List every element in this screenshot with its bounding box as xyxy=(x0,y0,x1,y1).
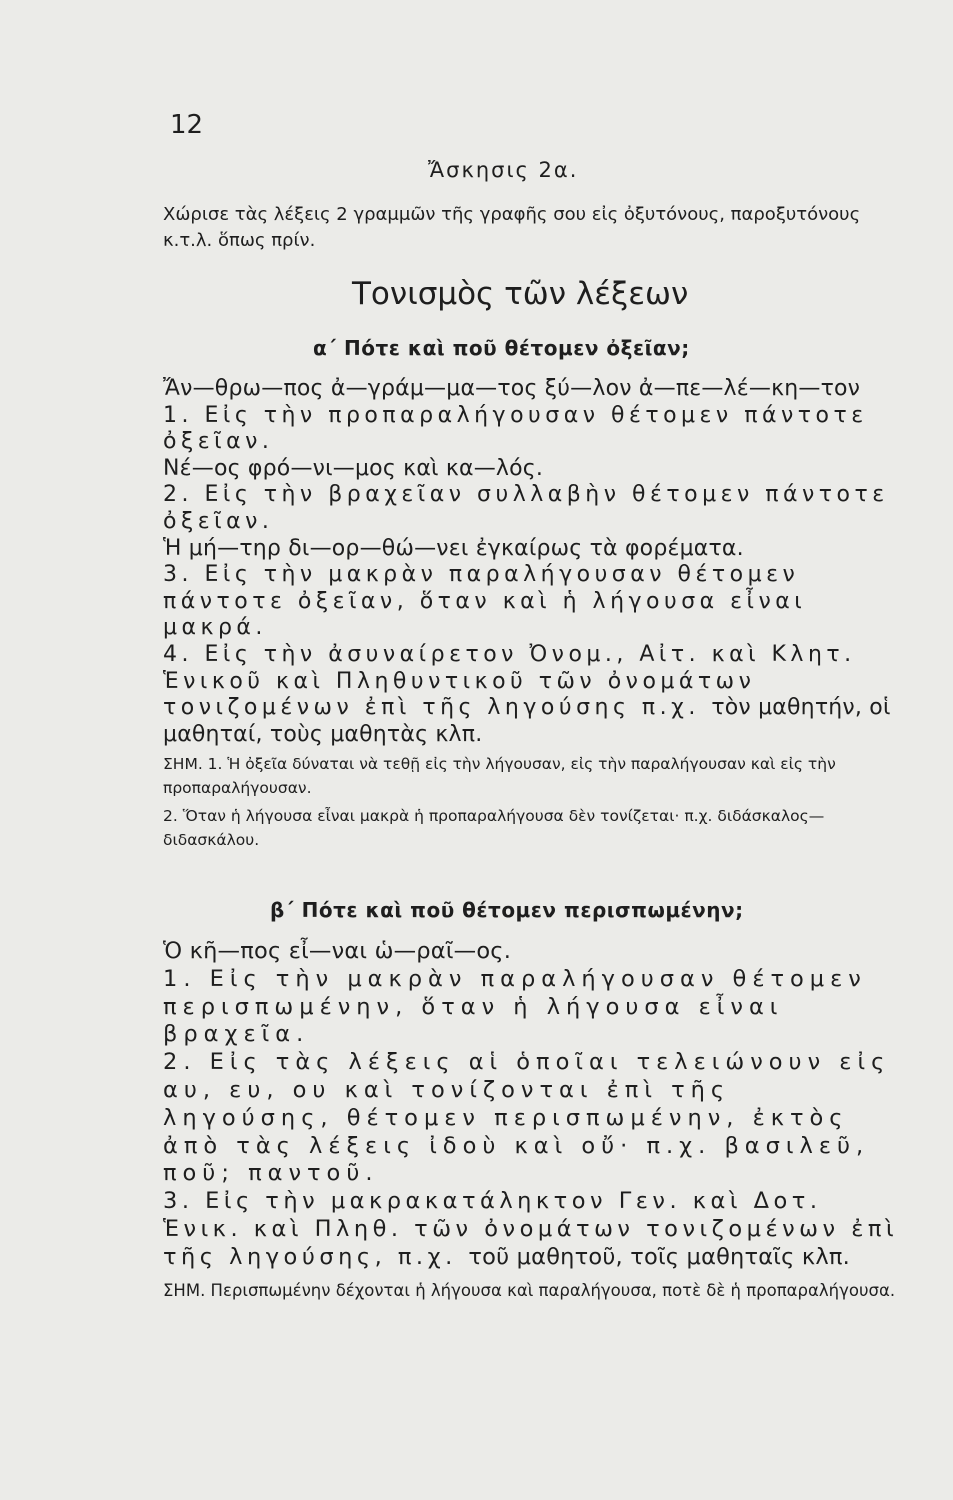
note-2: 2. Ὅταν ἡ λήγουσα εἶναι μακρὰ ἡ προπαραλήγουσα δὲν τονίζεται· π.χ. διδάσκαλος—διδασκάλου. xyxy=(163,807,825,850)
exercise-instruction: Χώρισε τὰς λέξεις 2 γραμμῶν τῆς γραφῆς σου εἰς ὀξυτόνους, παροξυτόνους κ.τ.λ. ὅπως πρίν. xyxy=(163,204,861,251)
rule-3: 3. Εἰς τὴν μακρὰν παραλήγουσαν θέτομεν πάντοτε ὀξεῖαν, ὅταν καὶ ἡ λήγουσα εἶναι μακρά. xyxy=(163,562,807,641)
rule-b-1: 1. Εἰς τὴν μακρὰν παραλήγουσαν θέτομεν περισπωμένην, ὅταν ἡ λήγουσα εἶναι βραχεῖα. xyxy=(163,965,867,1048)
rule-4 xyxy=(163,642,908,748)
rule-1: 1. Εἰς τὴν προπαραλήγουσαν θέτομεν πάντοτε ὀξεῖαν. xyxy=(163,402,868,455)
rule-4-text: 4. Εἰς τὴν ἀσυναίρετον Ὀνομ., Αἰτ. καὶ Κλητ. Ἑνικοῦ καὶ Πληθυντικοῦ τῶν ὀνομάτων τονιζομένων ἐπὶ τῆς ληγούσης π.χ. xyxy=(163,641,856,721)
section-b-body xyxy=(163,938,908,1303)
page-number: 12 xyxy=(170,110,204,140)
note-b: ΣΗΜ. Περισπωμένην δέχονται ἡ λήγουσα καὶ παραλήγουσα, ποτὲ δὲ ἡ προπαραλήγουσα. xyxy=(163,1280,896,1300)
exercise-heading: Ἄσκησις 2α. xyxy=(428,158,579,182)
rule-2: 2. Εἰς τὴν βραχεῖαν συλλαβὴν θέτομεν πάντοτε ὀξεῖαν. xyxy=(163,482,889,534)
note-1: ΣΗΜ. 1. Ἡ ὀξεῖα δύναται νὰ τεθῇ εἰς τὴν λήγουσαν, εἰς τὴν παραλήγουσαν καὶ εἰς τὴν προπαραλήγουσαν. xyxy=(163,755,836,798)
section-a-body xyxy=(163,376,908,852)
rule-b-3-text: 3. Εἰς τὴν μακρακατάληκτον Γεν. καὶ Δοτ. Ἑνικ. καὶ Πληθ. τῶν ὀνομάτων τονιζομένων ἐπὶ τῆς ληγούσης, π.χ. xyxy=(163,1188,899,1270)
section-a-heading: α΄ Πότε καὶ ποῦ θέτομεν ὀξεῖαν; xyxy=(313,336,690,360)
rule-b-3 xyxy=(163,1188,908,1271)
example-1: Νέ—ος φρό—νι—μος καὶ κα—λός. xyxy=(163,455,544,481)
section-b-heading: β΄ Πότε καὶ ποῦ θέτομεν περισπωμένην; xyxy=(270,898,744,922)
page-title: Τονισμὸς τῶν λέξεων xyxy=(352,276,689,312)
example-line-b: Ὁ κῆ—πος εἶ—ναι ὡ—ραῖ—ος. xyxy=(163,938,512,964)
example-line: Ἄν—θρω—πος ἀ—γράμ—μα—τος ξύ—λον ἀ—πε—λέ—κη—τον xyxy=(163,376,861,401)
rule-b-2: 2. Εἰς τὰς λέξεις αἱ ὁποῖαι τελειώνουν εἰς αυ, ευ, ου καὶ τονίζονται ἐπὶ τῆς ληγούσης, θέτομεν περισπωμένην, ἐκτὸς ἀπὸ τὰς λέξεις ἰδοὺ καὶ οὔ· π.χ. βασιλεῦ, ποῦ; παντοῦ. xyxy=(163,1049,891,1187)
rule-b-3-example: τοῦ μαθητοῦ, τοῖς μαθηταῖς κλπ. xyxy=(468,1243,850,1270)
rule-4-example: τὸν μαθητήν, οἱ μαθηταί, τοὺς μαθητὰς κλπ. xyxy=(163,695,891,747)
example-2: Ἡ μή—τηρ δι—ορ—θώ—νει ἐγκαίρως τὰ φορέματα. xyxy=(163,535,744,561)
